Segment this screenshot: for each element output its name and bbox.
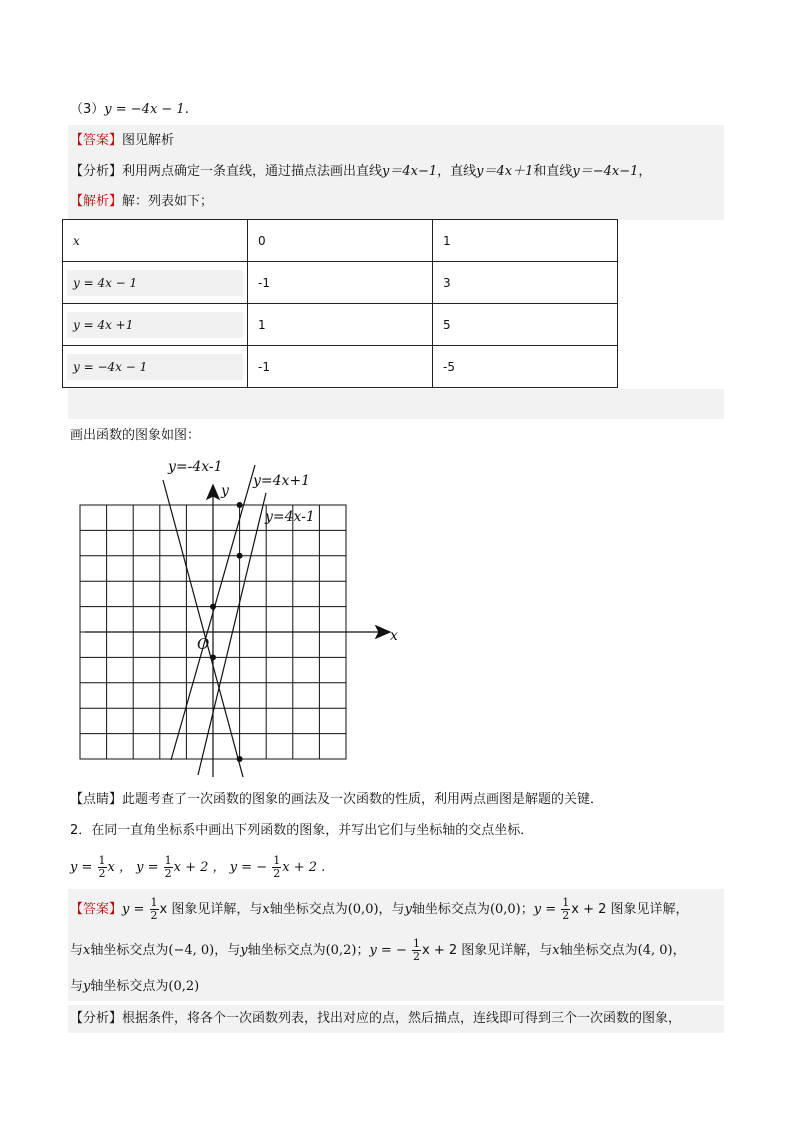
axis-symbol: x [552,943,560,958]
analysis-2-tag: 【分析】 [70,1011,123,1026]
answer-2-text: ，与 [214,943,241,958]
fraction-half [412,938,421,963]
f1-prefix: y = [70,860,93,875]
point [210,604,216,610]
fraction-denominator: 2 [562,909,570,922]
fraction-numerator: 1 [273,854,281,867]
table-cell-function [63,262,248,304]
answer-2-text: 轴坐标交点为 [269,902,348,917]
analysis-eq3: y＝−4x−1 [572,164,639,179]
label-y-neg4x-1: y=-4x-1 [168,459,223,475]
axis-symbol: y [83,979,91,994]
analysis-text-b: ，直线 [437,164,477,179]
fraction-numerator: 1 [562,896,570,909]
analysis-line [70,162,651,182]
fraction-denominator: 2 [98,867,106,880]
answer-2-text: 轴坐标交点为 [90,979,169,994]
analysis-2-line [70,1009,681,1029]
point [237,756,243,762]
q3-equation: y = −4x − 1 [104,102,185,117]
function-graph [60,455,405,780]
comment-line [70,790,603,810]
analysis-eq2: y＝4x＋1 [476,164,534,179]
answer-2-eq-prefix: y = [122,902,145,917]
table-cell: 1 [433,220,618,262]
fraction-numerator: 1 [164,854,172,867]
point [237,553,243,559]
table-row [63,346,618,388]
function-label: y = 4x − 1 [67,270,243,296]
function-lines [163,465,266,777]
answer-2-line-1 [70,893,689,927]
table-cell: x [63,220,248,262]
axis-symbol: x [262,902,270,917]
fraction-denominator: 2 [164,867,172,880]
line-y-neg4x-1 [163,480,243,777]
origin-label: O [197,635,210,653]
intercept-coordinate: (0,0) [347,902,379,917]
table-cell: -1 [248,262,433,304]
question-2-functions [70,851,325,885]
answer-2-text: x + 2 图象见详解，与 [422,943,553,958]
f3-prefix: y = − [229,860,268,875]
intercept-coordinate: (0,0) [489,902,521,917]
f1-suffix: x ， [107,860,132,875]
answer-2-line-2 [70,934,686,968]
table-row [63,262,618,304]
answer-2-text: x + 2 图象见详解， [571,902,689,917]
axis-symbol: x [83,943,91,958]
table-cell: 1 [248,304,433,346]
solution-text: 解：列表如下； [122,194,214,209]
intercept-coordinate: (−4, 0) [168,943,215,958]
fraction-half [561,897,570,922]
table-row [63,220,618,262]
table-cell: 0 [248,220,433,262]
label-y-4x+1: y=4x+1 [253,473,311,489]
question-2-stem: 2．在同一直角坐标系中画出下列函数的图象，并写出它们与坐标轴的交点坐标． [70,823,534,838]
intercept-coordinate: (0,2) [168,979,200,994]
answer-tag: 【答案】 [70,133,123,148]
answer-2-text: 轴坐标交点为 [559,943,638,958]
answer-line [70,131,174,151]
axis-symbol: y [404,902,412,917]
comment-text: 此题考查了一次函数的图象的画法及一次函数的性质，利用两点画图是解题的关键． [122,792,604,807]
table-cell: -1 [248,346,433,388]
analysis-tag: 【分析】 [70,164,123,179]
q3-line [70,100,189,120]
analysis-eq1: y＝4x−1 [382,164,438,179]
intercept-coordinate: (0,2) [325,943,357,958]
answer-2-text: 与 [70,943,84,958]
fraction-half [150,897,159,922]
answer-text: 图见解析 [122,133,175,148]
fraction-half [164,855,173,880]
fraction-denominator: 2 [150,909,158,922]
analysis-text-c: 和直线 [533,164,573,179]
y-axis-label: y [221,483,229,499]
answer-2-text: ，与 [378,902,405,917]
table-cell: 5 [433,304,618,346]
answer-2-text: ， [672,943,686,958]
table-row [63,304,618,346]
analysis-2-text: 根据条件，将各个一次函数列表，找出对应的点，然后描点，连线即可得到三个一次函数的图象， [122,1011,682,1026]
f3-suffix: x + 2 . [282,860,326,875]
function-label: y = 4x +1 [67,312,243,338]
fraction-denominator: 2 [413,950,420,963]
table-footer-band [68,389,724,419]
table-cell-function [63,346,248,388]
axis-symbol: y [240,943,248,958]
answer-2-text: x 图象见详解，与 [159,902,263,917]
values-table [62,219,618,388]
fraction-half [272,855,281,880]
q3-end: . [184,102,189,117]
x-axis-label: x [390,628,398,644]
line-y-4x-1 [198,493,266,775]
fraction-numerator: 1 [150,896,158,909]
label-y-4x-1: y=4x-1 [265,509,315,525]
q3-label: （3） [70,102,105,117]
table-cell-function [63,304,248,346]
solution-tag: 【解析】 [70,194,123,209]
analysis-text-a: 利用两点确定一条直线，通过描点法画出直线 [122,164,383,179]
answer-2-line-3 [70,977,199,997]
fraction-half [98,855,107,880]
answer-2-tag: 【答案】 [70,902,123,917]
answer-2-text: 轴坐标交点为 [247,943,326,958]
table-cell: 3 [433,262,618,304]
f2-prefix: y = [136,860,159,875]
answer-2-text: 与 [70,979,84,994]
point [210,654,216,660]
function-label: y = −4x − 1 [67,354,243,380]
solution-line [70,192,213,212]
answer-2-text: 轴坐标交点为 [411,902,490,917]
fraction-denominator: 2 [273,867,281,880]
answer-2-text: ； [356,943,370,958]
answer-2-eq-prefix: y = − [369,943,407,958]
answer-2-text: 轴坐标交点为 [90,943,169,958]
comment-tag: 【点睛】 [70,792,123,807]
fraction-numerator: 1 [98,854,106,867]
table-cell: -5 [433,346,618,388]
point [237,502,243,508]
intercept-coordinate: (4, 0) [637,943,673,958]
analysis-text-d: ， [638,164,652,179]
fraction-numerator: 1 [413,937,420,950]
f2-suffix: x + 2 ， [173,860,226,875]
answer-2-eq-prefix: y = [533,902,557,917]
draw-caption: 画出函数的图象如图： [70,428,201,443]
answer-2-text: ； [520,902,534,917]
